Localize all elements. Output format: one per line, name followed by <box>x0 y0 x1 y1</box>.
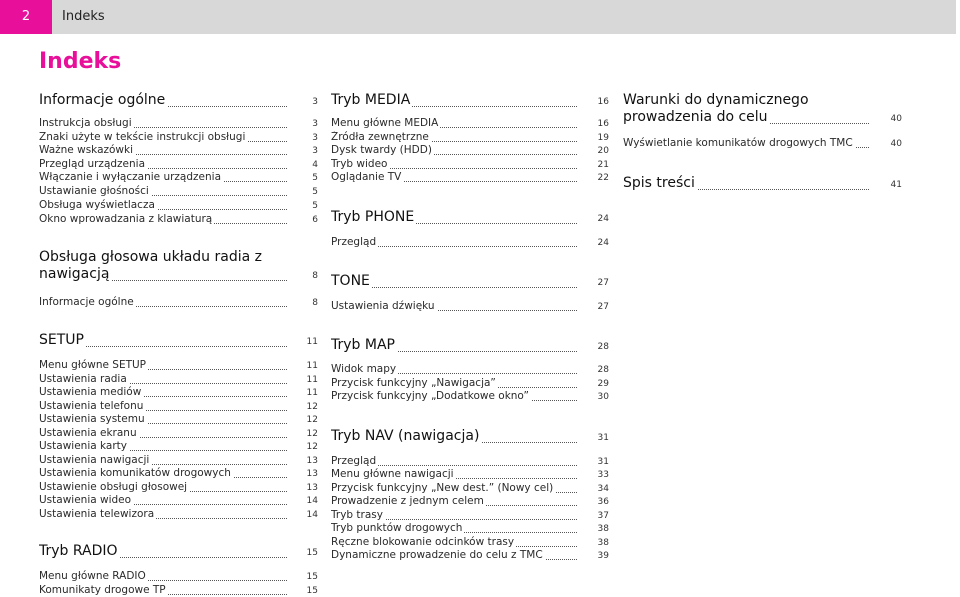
section-title[interactable] <box>331 428 577 448</box>
toc-entry-page: 5 <box>312 187 318 197</box>
section-page-number: 27 <box>597 278 609 288</box>
section-page-number: 3 <box>312 97 318 107</box>
toc-entry-page: 27 <box>597 302 609 312</box>
toc-entry-text: Dynamiczne prowadzenie do celu z TMC <box>331 549 543 561</box>
toc-entry[interactable] <box>39 427 287 440</box>
toc-entry[interactable] <box>39 570 287 583</box>
toc-entry[interactable] <box>39 117 287 130</box>
toc-entry-text: Informacje ogólne <box>39 296 134 308</box>
section-title-text: Tryb NAV (nawigacja) <box>331 428 480 444</box>
toc-entry-text: Przegląd urządzenia <box>39 158 146 170</box>
toc-entry[interactable] <box>331 117 577 130</box>
toc-entry-text: Ustawienia mediów <box>39 386 142 398</box>
section-title[interactable] <box>331 273 577 293</box>
section-title[interactable] <box>331 92 577 112</box>
toc-entry[interactable] <box>331 158 577 171</box>
toc-entry-page: 4 <box>312 160 318 170</box>
toc-entry-page: 5 <box>312 173 318 183</box>
toc-entry-text: Ustawienia nawigacji <box>39 454 150 466</box>
toc-entry-page: 34 <box>597 484 609 494</box>
toc-entry[interactable] <box>331 171 577 184</box>
toc-entry-text: Włączanie i wyłączanie urządzenia <box>39 171 222 183</box>
toc-entry[interactable] <box>39 440 287 453</box>
section-title[interactable] <box>331 337 577 357</box>
toc-entry-text: Ustawienia ekranu <box>39 427 137 439</box>
toc-entry-text: Znaki użyte w tekście instrukcji obsługi <box>39 131 246 143</box>
toc-entry-text: Instrukcja obsługi <box>39 117 132 129</box>
toc-entry-page: 36 <box>597 497 609 507</box>
toc-entry-page: 11 <box>306 375 318 385</box>
toc-entry-page: 21 <box>597 160 609 170</box>
toc-entry[interactable] <box>331 144 577 157</box>
col3-column <box>623 0 902 597</box>
toc-entry-page: 31 <box>597 457 609 467</box>
toc-entry-page: 16 <box>597 119 609 129</box>
toc-entry[interactable] <box>39 386 287 399</box>
toc-entry[interactable] <box>39 359 287 372</box>
toc-entry[interactable] <box>39 494 287 507</box>
toc-entry[interactable] <box>331 390 577 403</box>
toc-entry[interactable] <box>39 481 287 494</box>
toc-entry[interactable] <box>39 400 287 413</box>
section-title-text: Tryb MAP <box>331 337 395 353</box>
toc-entry-page: 5 <box>312 201 318 211</box>
toc-entry-text: Ustawienia karty <box>39 440 127 452</box>
section-title[interactable] <box>39 543 287 563</box>
toc-entry-page: 11 <box>306 388 318 398</box>
toc-entry[interactable] <box>39 467 287 480</box>
toc-entry-page: 19 <box>597 133 609 143</box>
toc-entry-text: Przycisk funkcyjny „Nawigacja” <box>331 377 496 389</box>
toc-entry-text: Tryb punktów drogowych <box>331 522 463 534</box>
section-title-text: prowadzenia do celu <box>623 109 768 125</box>
toc-entry[interactable] <box>39 584 287 597</box>
toc-entry-text: Ustawienia dźwięku <box>331 300 435 312</box>
toc-entry-page: 3 <box>312 146 318 156</box>
section-page-number: 11 <box>306 337 318 347</box>
section-title[interactable] <box>39 266 287 286</box>
toc-entry[interactable] <box>39 199 287 212</box>
section-title[interactable] <box>39 92 287 112</box>
toc-entry[interactable] <box>39 185 287 198</box>
toc-entry-text: Ustawienia wideo <box>39 494 132 506</box>
section-page-number: 41 <box>890 180 902 190</box>
toc-entry-page: 15 <box>306 586 318 596</box>
toc-entry[interactable] <box>39 171 287 184</box>
toc-entry-page: 40 <box>890 139 902 149</box>
toc-entry-page: 13 <box>306 456 318 466</box>
toc-entry-page: 28 <box>597 365 609 375</box>
toc-entry[interactable] <box>39 508 287 521</box>
toc-entry-page: 22 <box>597 173 609 183</box>
toc-entry-text: Przegląd <box>331 455 377 467</box>
toc-entry[interactable] <box>331 377 577 390</box>
toc-entry-page: 12 <box>306 402 318 412</box>
section-title-line: Obsługa głosowa układu radia z <box>39 249 262 265</box>
toc-entry-page: 20 <box>597 146 609 156</box>
toc-entry-text: Oglądanie TV <box>331 171 402 183</box>
col2-column <box>331 0 609 597</box>
toc-entry-page: 14 <box>306 510 318 520</box>
section-page-number: 16 <box>597 97 609 107</box>
section-title-text: SETUP <box>39 332 84 348</box>
section-title-text: TONE <box>331 273 370 289</box>
toc-entry[interactable] <box>39 213 287 226</box>
page-number: 2 <box>0 0 52 34</box>
section-title[interactable] <box>623 109 869 129</box>
toc-entry-text: Menu główne RADIO <box>39 570 146 582</box>
toc-entry-page: 12 <box>306 442 318 452</box>
toc-entry[interactable] <box>39 144 287 157</box>
toc-entry-text: Ustawienia telefonu <box>39 400 144 412</box>
toc-entry[interactable] <box>39 413 287 426</box>
toc-entry-text: Tryb wideo <box>331 158 388 170</box>
toc-entry-page: 39 <box>597 551 609 561</box>
section-title-text: Tryb RADIO <box>39 543 118 559</box>
toc-entry-text: Ustawienie obsługi głosowej <box>39 481 188 493</box>
toc-entry[interactable] <box>331 468 577 481</box>
toc-entry[interactable] <box>39 158 287 171</box>
toc-entry-text: Dysk twardy (HDD) <box>331 144 432 156</box>
section-page-number: 15 <box>306 548 318 558</box>
toc-entry-text: Źródła zewnętrzne <box>331 131 429 143</box>
toc-entry-text: Ustawianie głośności <box>39 185 149 197</box>
toc-entry-page: 14 <box>306 496 318 506</box>
toc-entry[interactable] <box>331 363 577 376</box>
section-page-number: 40 <box>890 114 902 124</box>
toc-entry-text: Menu główne nawigacji <box>331 468 454 480</box>
toc-entry[interactable] <box>331 509 577 522</box>
toc-entry[interactable] <box>331 495 577 508</box>
toc-entry[interactable] <box>39 454 287 467</box>
toc-entry[interactable] <box>623 137 869 150</box>
toc-entry-page: 24 <box>597 238 609 248</box>
toc-entry-page: 12 <box>306 429 318 439</box>
toc-entry-text: Ustawienia telewizora <box>39 508 155 520</box>
toc-entry-page: 29 <box>597 379 609 389</box>
toc-entry[interactable] <box>331 300 577 313</box>
section-title[interactable] <box>623 175 869 195</box>
section-page-number: 8 <box>312 271 318 281</box>
toc-entry-text: Menu główne MEDIA <box>331 117 439 129</box>
toc-entry-text: Przycisk funkcyjny „New dest.” (Nowy cel) <box>331 482 554 494</box>
toc-entry-page: 8 <box>312 298 318 308</box>
toc-entry-text: Ustawienia systemu <box>39 413 145 425</box>
toc-entry-page: 13 <box>306 483 318 493</box>
toc-entry-page: 33 <box>597 470 609 480</box>
toc-entry[interactable] <box>39 373 287 386</box>
toc-entry-page: 12 <box>306 415 318 425</box>
toc-entry-text: Widok mapy <box>331 363 397 375</box>
toc-entry-page: 30 <box>597 392 609 402</box>
section-title-text: Spis treści <box>623 175 695 191</box>
toc-entry-page: 3 <box>312 133 318 143</box>
section-title-text: Tryb PHONE <box>331 209 415 225</box>
section-page-number: 24 <box>597 214 609 224</box>
toc-entry-page: 3 <box>312 119 318 129</box>
toc-entry-text: Prowadzenie z jednym celem <box>331 495 484 507</box>
toc-entry-text: Tryb trasy <box>331 509 383 521</box>
col1-column <box>39 0 318 597</box>
toc-entry-text: Ważne wskazówki <box>39 144 134 156</box>
toc-entry[interactable] <box>331 522 577 535</box>
toc-entry-page: 38 <box>597 524 609 534</box>
toc-entry[interactable] <box>331 482 577 495</box>
toc-entry[interactable] <box>39 296 287 309</box>
toc-entry-text: Ustawienia radia <box>39 373 127 385</box>
toc-entry-text: Okno wprowadzania z klawiaturą <box>39 213 213 225</box>
toc-entry-text: Komunikaty drogowe TP <box>39 584 166 596</box>
toc-entry-text: Przycisk funkcyjny „Dodatkowe okno” <box>331 390 529 402</box>
section-title[interactable] <box>39 332 287 352</box>
toc-entry-text: Obsługa wyświetlacza <box>39 199 155 211</box>
toc-entry-text: Wyświetlanie komunikatów drogowych TMC <box>623 137 853 149</box>
toc-entry-page: 11 <box>306 361 318 371</box>
section-page-number: 28 <box>597 342 609 352</box>
section-title-text: Informacje ogólne <box>39 92 166 108</box>
section-title[interactable] <box>331 209 577 229</box>
page-title: Indeks <box>39 49 122 74</box>
toc-entry-text: Ręczne blokowanie odcinków trasy <box>331 536 515 548</box>
toc-entry-text: Przegląd <box>331 236 377 248</box>
section-title-text: Tryb MEDIA <box>331 92 411 108</box>
toc-entry[interactable] <box>331 236 577 249</box>
section-page-number: 31 <box>597 433 609 443</box>
toc-entry-page: 13 <box>306 469 318 479</box>
header-title: Indeks <box>62 9 105 24</box>
toc-entry-page: 37 <box>597 511 609 521</box>
toc-entry-page: 15 <box>306 572 318 582</box>
toc-entry-page: 38 <box>597 538 609 548</box>
toc-entry[interactable] <box>331 549 577 562</box>
toc-entry[interactable] <box>331 455 577 468</box>
section-title-line: Warunki do dynamicznego <box>623 92 809 108</box>
toc-entry[interactable] <box>331 131 577 144</box>
toc-entry[interactable] <box>39 131 287 144</box>
toc-entry-text: Ustawienia komunikatów drogowych <box>39 467 231 479</box>
toc-entry[interactable] <box>331 536 577 549</box>
toc-entry-page: 6 <box>312 215 318 225</box>
toc-entry-text: Menu główne SETUP <box>39 359 147 371</box>
section-title-text: nawigacją <box>39 266 110 282</box>
